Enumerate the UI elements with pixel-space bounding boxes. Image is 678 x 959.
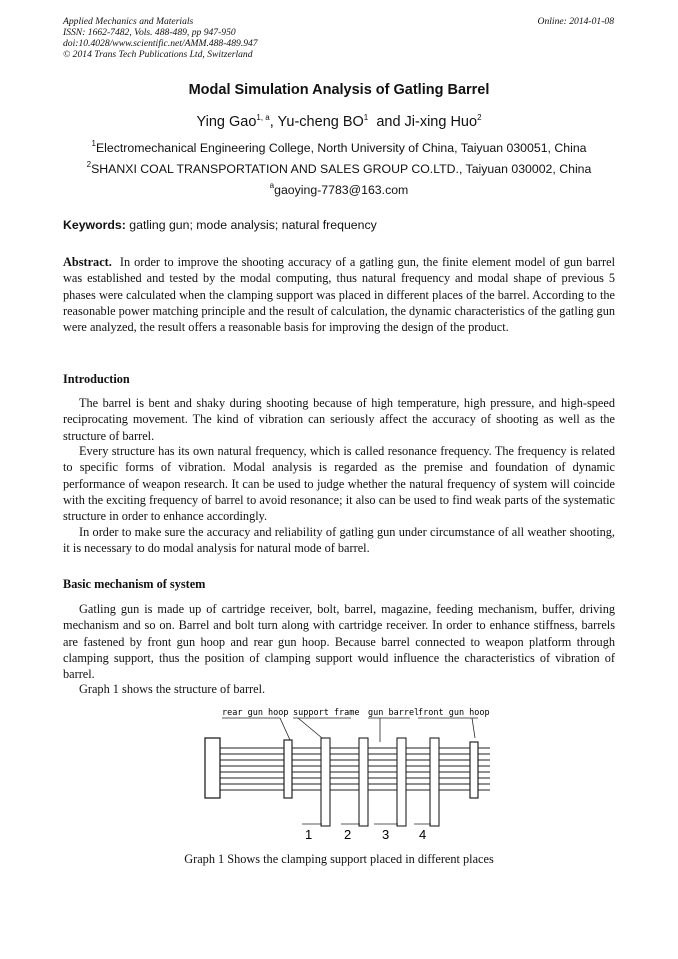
keywords: [63, 218, 377, 232]
authors: [0, 113, 678, 130]
support-frame-3: [397, 738, 406, 826]
email-text[interactable]: gaoying-7783@163.com: [274, 183, 409, 197]
affiliation-1: [0, 139, 678, 155]
basic-paragraph-2: Graph 1 shows the structure of barrel.: [79, 682, 266, 696]
intro-paragraph-2: Every structure has its own natural frequency, which is called resonance frequency. The frequency is related to specific forms of vibration. Modal analysis is regarded as the premise and foundation of dynamic performance of weapon research. It can be used to judge whether the natural frequency of system will coincide with the exciting frequency of barrel to avoid resonance; it also can be used to find weak parts of the systematic structure in order to enhance accordingly.: [63, 444, 615, 524]
issn: ISSN: 1662-7482, Vols. 488-489, pp 947-950: [63, 27, 236, 38]
doi: doi:10.4028/www.scientific.net/AMM.488-489.947: [63, 38, 258, 49]
support-frame-4: [430, 738, 439, 826]
position-4: 4: [419, 827, 427, 842]
author-1: Ying Gao: [196, 114, 257, 130]
email-sup: a: [269, 181, 275, 190]
support-frame-2: [359, 738, 368, 826]
author-1-sup: 1, a: [256, 113, 270, 122]
affiliation-2-sup: 2: [86, 160, 92, 169]
basic-mechanism-heading: Basic mechanism of system: [63, 577, 206, 591]
copyright: © 2014 Trans Tech Publications Ltd, Switzerland: [63, 49, 253, 60]
front-gun-hoop: [470, 742, 478, 798]
abstract-label: Abstract.: [63, 255, 112, 269]
intro-paragraph-3: In order to make sure the accuracy and reliability of gatling gun under circumstance of all weather shooting, it is necessary to do modal analysis for natural mode of barrel.: [63, 525, 615, 556]
basic-paragraph-1: Gatling gun is made up of cartridge receiver, bolt, barrel, magazine, feeding mechanism, buffer, driving mechanism and so on. Barrel and bolt turn along with cartridge receiver. In order to enhance stiffness, barrels are fastened by front gun hoop and rear gun hoop. Because barrel connected to weapon platform through clamping support, thus the position of clamping support would influence the characteristics of vibration of barrel.: [63, 602, 615, 682]
label-rear-gun-hoop: rear gun hoop: [222, 708, 289, 718]
author-3-sup: 2: [477, 113, 482, 122]
position-1: 1: [305, 827, 313, 842]
author-3: and Ji-xing Huo: [376, 114, 478, 130]
keywords-text: gatling gun; mode analysis; natural frequency: [129, 218, 377, 232]
abstract-text: In order to improve the shooting accuracy of a gatling gun, the finite element model of gun barrel was established and tested by the modal computing, thus natural frequency and modal shape of previous 5 phases were calculated when the clamping support was placed in different places of the barrel. According to the reasonable power matching principle and the result of calculation, the dynamic characteristics of the gatling gun were analyzed, the result offers a reasonable basis for improving the design of the product.: [63, 255, 615, 335]
intro-paragraph-1: The barrel is bent and shaky during shooting because of high temperature, high pressure, and high-speed reciprocating movement. The kind of vibration can seriously affect the accuracy of shooting as well as the structure of barrel.: [63, 396, 615, 443]
label-gun-barrel: gun barrel: [368, 708, 420, 718]
label-support-frame: support frame: [293, 708, 360, 718]
abstract: [63, 254, 615, 335]
barrel-tubes: [220, 748, 490, 790]
position-3: 3: [382, 827, 390, 842]
introduction-heading: Introduction: [63, 372, 130, 386]
barrel-structure-figure: [200, 702, 496, 846]
affiliation-2-text: SHANXI COAL TRANSPORTATION AND SALES GROUP CO.LTD., Taiyuan 030002, China: [91, 162, 592, 176]
affiliation-1-text: Electromechanical Engineering College, North University of China, Taiyuan 030051, China: [95, 141, 587, 155]
support-frame-1: [321, 738, 330, 826]
figure-caption: Graph 1 Shows the clamping support placed in different places: [184, 852, 494, 866]
author-2: , Yu-cheng BO: [269, 114, 364, 130]
journal-header: [63, 16, 258, 60]
affiliation-2: [0, 160, 678, 176]
affiliation-email: [0, 181, 678, 197]
position-2: 2: [344, 827, 352, 842]
keywords-label: Keywords:: [63, 218, 126, 232]
label-front-gun-hoop: front gun hoop: [418, 708, 490, 718]
rear-gun-hoop: [284, 740, 292, 798]
breech-block: [205, 738, 220, 798]
affiliation-1-sup: 1: [91, 139, 96, 148]
author-2-sup: 1: [363, 113, 369, 122]
paper-title: Modal Simulation Analysis of Gatling Barrel: [188, 82, 490, 98]
journal-name: Applied Mechanics and Materials: [63, 16, 194, 27]
online-date: Online: 2014-01-08: [537, 16, 614, 27]
